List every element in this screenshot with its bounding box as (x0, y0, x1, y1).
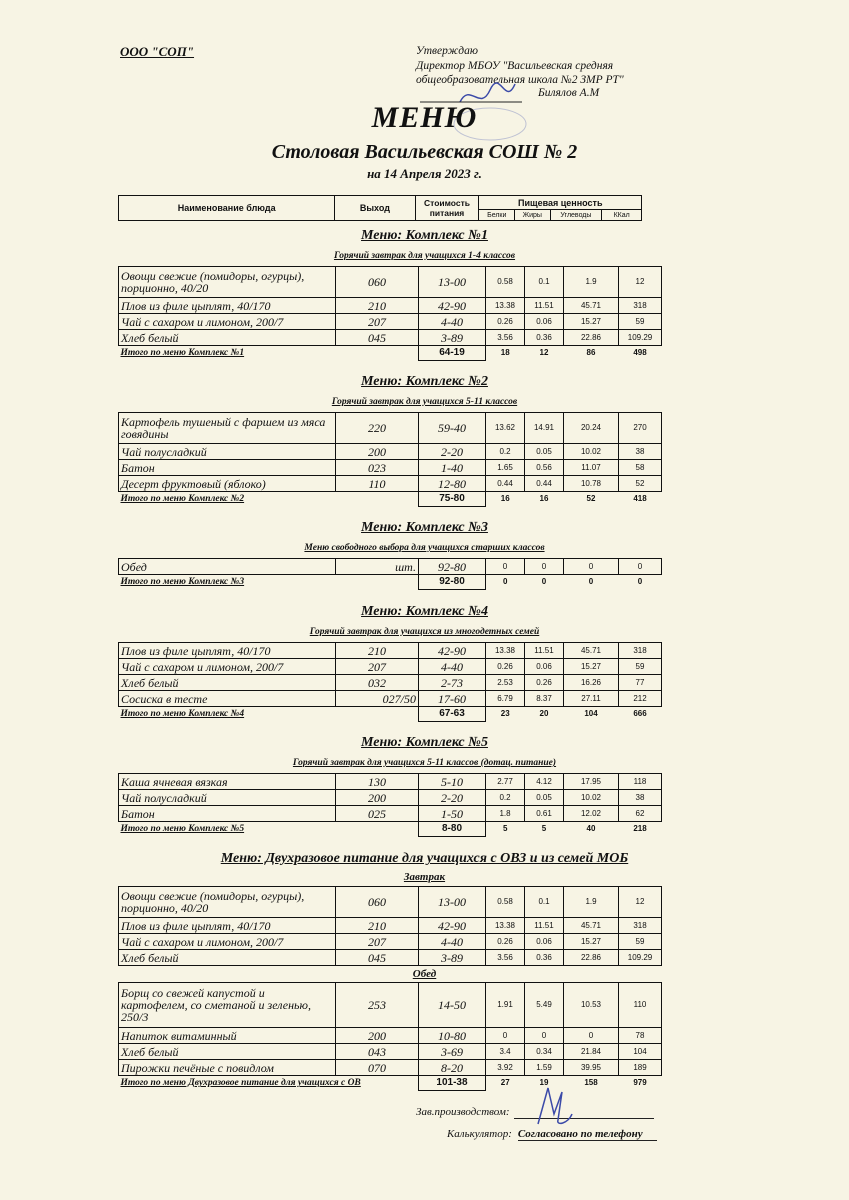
column-carbs: Углеводы (550, 210, 602, 221)
section-subtitle: Горячий завтрак для учащихся 5-11 классов (331, 397, 518, 407)
total-row: Итого по меню Комплекс №4 67-63 23 20 104 666 (119, 707, 662, 722)
approval-line: общеобразовательная школа №2 ЗМР РТ" (416, 74, 624, 86)
table-row: Плов из филе цыплят, 40/170 210 42-90 13.38 11.51 45.71 318 (119, 643, 662, 659)
table-row: Овощи свежие (помидоры, огурцы), порционно, 40/20 060 13-00 0.58 0.1 1.9 12 (119, 267, 662, 298)
section-title: Меню: Комплекс №5 (361, 735, 488, 750)
total-row: Итого по меню Комплекс №3 92-80 0 0 0 0 (119, 575, 662, 590)
canteen-name: Столовая Васильевская СОШ № 2 (271, 141, 578, 163)
table-row: Чай полусладкий 200 2-20 0.2 0.05 10.02 38 (119, 790, 662, 806)
table-row: Плов из филе цыплят, 40/170 210 42-90 13.38 11.51 45.71 318 (119, 918, 662, 934)
table-row: Хлеб белый 045 3-89 3.56 0.36 22.86 109.29 (119, 950, 662, 966)
section-subtitle: Меню свободного выбора для учащихся старших классов (304, 543, 545, 553)
page-title: МЕНЮ (371, 101, 478, 134)
production-label: Зав.производством: (416, 1106, 510, 1118)
table-row: Хлеб белый 045 3-89 3.56 0.36 22.86 109.29 (119, 330, 662, 346)
section-title: Меню: Комплекс №1 (361, 228, 488, 243)
approval-line: Директор МБОУ "Васильевская средняя (416, 59, 614, 72)
section-subtitle: Обед (412, 968, 437, 980)
table-row: Пирожки печёные с повидлом 070 8-20 3.92 1.59 39.95 189 (119, 1060, 662, 1076)
total-row: Итого по меню Комплекс №5 8-80 5 5 40 218 (119, 822, 662, 837)
column-price: Стоимость питания (415, 196, 479, 221)
table-row: Обед шт. 92-80 0 0 0 0 (119, 559, 662, 575)
calculator-value: Согласовано по телефону (518, 1128, 657, 1141)
table-row: Чай с сахаром и лимоном, 200/7 207 4-40 0.26 0.06 15.27 59 (119, 934, 662, 950)
table-row: Чай с сахаром и лимоном, 200/7 207 4-40 0.26 0.06 15.27 59 (119, 659, 662, 675)
table-row: Хлеб белый 032 2-73 2.53 0.26 16.26 77 (119, 675, 662, 691)
section-subtitle: Завтрак (403, 871, 446, 883)
production-signature (528, 1084, 578, 1128)
section-title: Меню: Двухразовое питание для учащихся с ОВЗ и из семей МОБ (220, 851, 629, 866)
table-row: Сосиска в тесте 027/50 17-60 6.79 8.37 27.11 212 (119, 691, 662, 707)
menu-table (118, 266, 662, 361)
menu-table (118, 412, 662, 507)
total-row: Итого по меню Комплекс №1 64-19 18 12 86 498 (119, 346, 662, 361)
table-row: Батон 025 1-50 1.8 0.61 12.02 62 (119, 806, 662, 822)
table-row: Чай с сахаром и лимоном, 200/7 207 4-40 0.26 0.06 15.27 59 (119, 314, 662, 330)
column-dish: Наименование блюда (119, 196, 335, 221)
table-row: Чай полусладкий 200 2-20 0.2 0.05 10.02 38 (119, 444, 662, 460)
menu-table (118, 982, 662, 1091)
section-subtitle: Горячий завтрак для учащихся 1-4 классов (333, 251, 516, 261)
column-kcal: ККал (602, 210, 642, 221)
director-name: Билялов А.М (538, 87, 600, 99)
menu-date: на 14 Апреля 2023 г. (367, 166, 482, 181)
total-row: Итого по меню Комплекс №2 75-80 16 16 52 418 (119, 492, 662, 507)
total-row: Итого по меню Двухразовое питание для учащихся с ОВ 101-38 27 19 158 979 (119, 1076, 662, 1091)
table-row: Овощи свежие (помидоры, огурцы), порционно, 40/20 060 13-00 0.58 0.1 1.9 12 (119, 887, 662, 918)
table-row: Плов из филе цыплят, 40/170 210 42-90 13.38 11.51 45.71 318 (119, 298, 662, 314)
table-row: Батон 023 1-40 1.65 0.56 11.07 58 (119, 460, 662, 476)
section-title: Меню: Комплекс №2 (361, 374, 488, 389)
section-title: Меню: Комплекс №3 (361, 520, 488, 535)
organization-name: ООО "СОП" (120, 44, 195, 59)
calculator-label: Калькулятор: (447, 1128, 512, 1140)
menu-table (118, 886, 662, 966)
menu-table (118, 558, 662, 590)
calculator-field (447, 1128, 657, 1141)
table-row: Борщ со свежей капустой и картофелем, со сметаной и зеленью, 250/3 253 14-50 1.91 5.49 10.53 110 (119, 983, 662, 1028)
column-output: Выход (335, 196, 415, 221)
approval-line: Утверждаю (416, 45, 478, 57)
section-subtitle: Горячий завтрак для учащихся 5-11 классов (дотац. питание) (292, 758, 557, 768)
menu-table (118, 773, 662, 837)
menu-table (118, 642, 662, 722)
column-protein: Белки (479, 210, 515, 221)
table-row: Каша ячневая вязкая 130 5-10 2.77 4.12 17.95 118 (119, 774, 662, 790)
table-row: Напиток витаминный 200 10-80 0 0 0 78 (119, 1028, 662, 1044)
table-row: Картофель тушеный с фаршем из мяса говядины 220 59-40 13.62 14.91 20.24 270 (119, 413, 662, 444)
table-row: Хлеб белый 043 3-69 3.4 0.34 21.84 104 (119, 1044, 662, 1060)
column-nutrition: Пищевая ценность (479, 196, 642, 210)
table-row: Десерт фруктовый (яблоко) 110 12-80 0.44 0.44 10.78 52 (119, 476, 662, 492)
section-subtitle: Горячий завтрак для учащихся из многодетных семей (309, 627, 540, 637)
section-title: Меню: Комплекс №4 (361, 604, 488, 619)
column-header-table (118, 195, 642, 221)
column-fat: Жиры (515, 210, 551, 221)
